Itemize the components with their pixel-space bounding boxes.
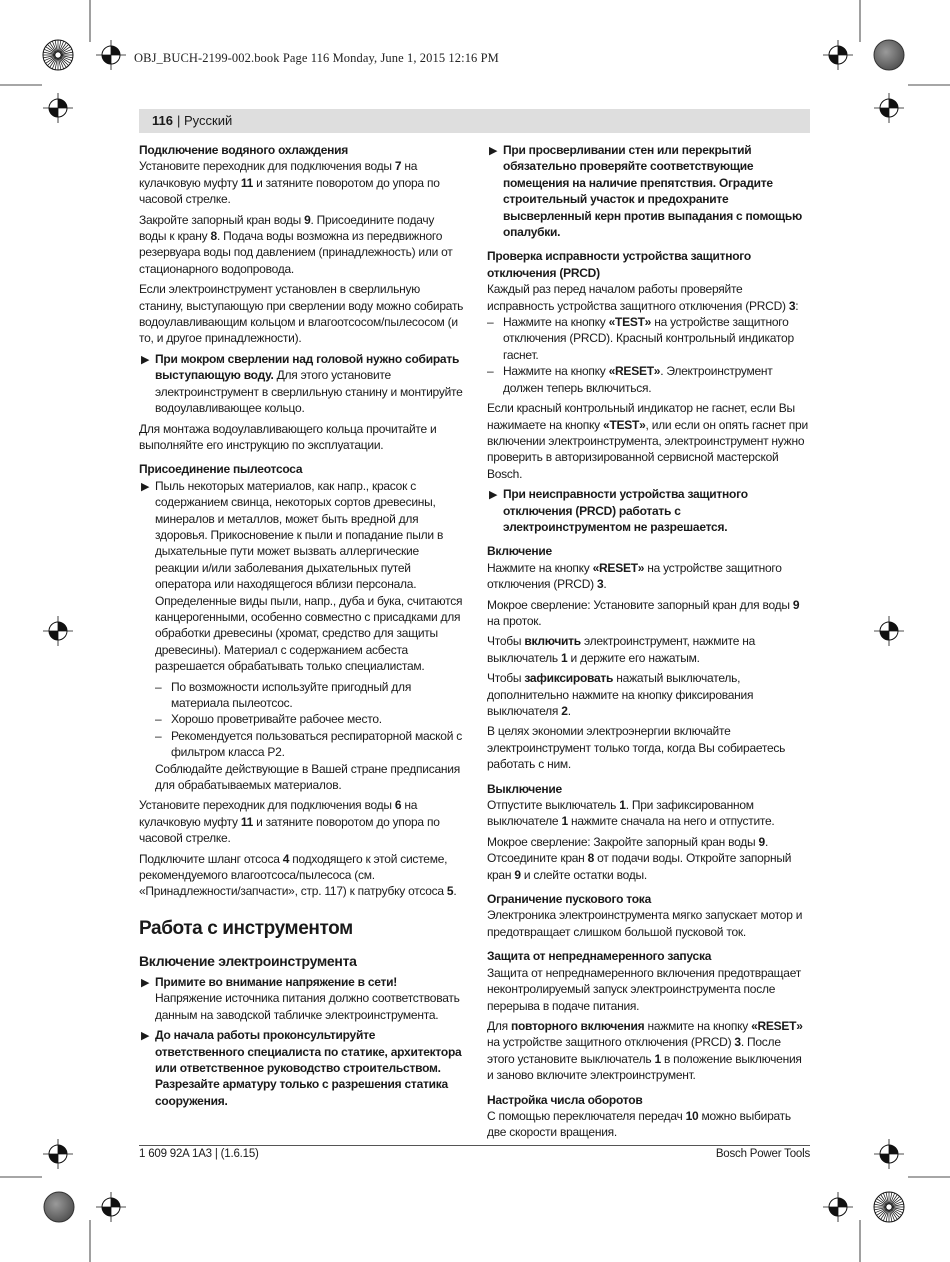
paragraph: Если красный контрольный индикатор не гаснет, если Вы нажимаете на кнопку «TEST», или если он опять гаснет при включении электроинструмента, электроинструмент нужно проверить в авторизированной сервисной мастерской Bosch. bbox=[487, 401, 808, 481]
paragraph: Защита от непреднамеренного включения предотвращает неконтролируемый запуск электроинструмента после перерыва в подаче питания. bbox=[487, 965, 801, 1013]
warning-item: ▶ Примите во внимание напряжение в сети! Напряжение источника питания должно соответствовать данным на заводской табличке электроинструмента. bbox=[141, 974, 460, 1022]
paragraph: Закройте запорный кран воды 9. Присоедините подачу воды к крану 8. Подача воды возможна из передвижного резервуара воды под давлением (принадлежность) или от стационарного водопровода. bbox=[139, 212, 453, 276]
right-column bbox=[487, 142, 810, 1145]
warning-item: ▶ При неисправности устройства защитного отключения (PRCD) работать с электроинструментом не разрешается. bbox=[489, 487, 748, 534]
dash-item: – Нажмите на кнопку «RESET». Электроинструмент должен теперь включиться. bbox=[487, 364, 773, 395]
dash-item: – Хорошо проветривайте рабочее место. bbox=[155, 712, 382, 727]
dash-icon: – bbox=[487, 315, 494, 330]
book-info-line: OBJ_BUCH-2199-002.book Page 116 Monday, June 1, 2015 12:16 PM bbox=[134, 51, 499, 65]
footer-brand: Bosch Power Tools bbox=[715, 1148, 810, 1160]
dash-icon: – bbox=[155, 679, 162, 694]
dash-item: – Рекомендуется пользоваться респираторной маской с фильтром класса Р2. bbox=[155, 728, 462, 760]
heading-switch-on: Включение bbox=[487, 544, 552, 559]
paragraph: Подключите шланг отсоса 4 подходящего к этой системе, рекомендуемого влагоотсоса/пылесоса (см. «Принадлежности/запчасти», стр. 117) к патрубку отсоса 5. bbox=[139, 851, 457, 899]
paragraph: Для повторного включения нажмите на кнопку «RESET» на устройстве защитного отключения (PRCD) 3. После этого установите выключатель 1 в положение выключения и заново включите электроинструмент. bbox=[487, 1018, 803, 1083]
paragraph: Нажмите на кнопку «RESET» на устройстве защитного отключения (PRCD) 3. bbox=[487, 560, 782, 592]
dash-item: – Нажмите на кнопку «TEST» на устройстве защитного отключения (PRCD). Красный контрольный индикатор гаснет. bbox=[487, 315, 794, 362]
paragraph: Для монтажа водоулавливающего кольца прочитайте и выполняйте его инструкцию по эксплуатации. bbox=[139, 421, 437, 452]
paragraph: Мокрое сверление: Закройте запорный кран воды 9. Отсоедините кран 8 от подачи воды. Откройте запорный кран 9 и слейте остатки воды. bbox=[487, 834, 792, 882]
paragraph: Установите переходник для подключения воды 6 на кулачковую муфту 11 и затяните поворотом до упора по часовой стрелке. bbox=[139, 798, 440, 846]
warning-item: ▶ При мокром сверлении над головой нужно собирать выступающую воду. Для этого установите электроинструмент в сверлильную станину и монтируйте водоулавливающее кольцо. bbox=[141, 351, 463, 416]
header-separator: | bbox=[177, 113, 181, 128]
paragraph: Отпустите выключатель 1. При зафиксированном выключателе 1 нажмите сначала на него и отпустите. bbox=[487, 798, 775, 829]
dash-item: – По возможности используйте пригодный для материала пылеотсос. bbox=[155, 679, 412, 710]
warning-triangle-icon: ▶ bbox=[141, 480, 150, 493]
heading-water-cooling: Подключение водяного охлаждения bbox=[139, 143, 349, 157]
footer-document-number: 1 609 92A 1A3 | (1.6.15) bbox=[139, 1148, 259, 1160]
page-header bbox=[139, 109, 810, 133]
dash-icon: – bbox=[155, 712, 162, 727]
left-column bbox=[139, 142, 464, 1113]
heading-starting-current: Ограничение пускового тока bbox=[487, 892, 651, 907]
paragraph: С помощью переключателя передач 10 можно выбирать две скорости вращения. bbox=[487, 1108, 791, 1140]
paragraph: Если электроинструмент установлен в сверлильную станину, выступающую при сверлении воду можно собирать водоулавливающим кольцом и влагоотсосом/пылесосом (и то, и другое принадлежности). bbox=[139, 282, 464, 346]
paragraph: Электроника электроинструмента мягко запускает мотор и предотвращает слишком большой пусковой ток. bbox=[487, 908, 803, 939]
warning-triangle-icon: ▶ bbox=[489, 489, 498, 502]
warning-triangle-icon: ▶ bbox=[141, 353, 150, 366]
paragraph: Мокрое сверление: Установите запорный кран для воды 9 на проток. bbox=[487, 597, 800, 628]
heading-prcd-check: Проверка исправности устройства защитного отключения (PRCD) bbox=[487, 249, 751, 280]
header-language: Русский bbox=[184, 113, 233, 128]
warning-triangle-icon: ▶ bbox=[489, 145, 498, 157]
dash-icon: – bbox=[487, 364, 494, 379]
paragraph: Каждый раз перед началом работы проверяйте исправность устройства защитного отключения (PRCD) 3: bbox=[487, 282, 799, 313]
warning-item: ▶ Пыль некоторых материалов, как напр., красок с содержанием свинца, некоторых сортов древесины, минералов и металлов, может быть вредной для здоровья. Прикосновение к пыли и попадание пыли в дыхательные пути может вызвать аллергические реакции и/или заболевания дыхательных путей оператора или находящегося вблизи персонала. Определенные виды пыли, напр., дуба и бука, считаются канцерогенными, особенно совместно с присадками для обработки древесины (хромат, средство для защиты древесины). Материал с содержанием асбеста разрешается обрабатывать только специалистам. bbox=[141, 478, 463, 674]
warning-triangle-icon: ▶ bbox=[141, 1030, 150, 1043]
section-title: Работа с инструментом bbox=[139, 917, 353, 939]
paragraph: Чтобы включить электроинструмент, нажмите на выключатель 1 и держите его нажатым. bbox=[487, 634, 756, 665]
page-number: 116 bbox=[152, 113, 173, 128]
paragraph: В целях экономии электроэнергии включайте электроинструмент только тогда, когда Вы собираетесь работать с ним. bbox=[487, 724, 786, 772]
heading-dust-extraction: Присоединение пылеотсоса bbox=[139, 462, 303, 477]
warning-item: ▶ При просверливании стен или перекрытий обязательно проверяйте соответствующие помещения на наличие препятствия. Оградите строительный участок и предохраните высверленный керн против выпадания с помощью опалубки. bbox=[489, 143, 803, 240]
paragraph: Соблюдайте действующие в Вашей стране предписания для обрабатываемых материалов. bbox=[155, 761, 460, 793]
paragraph: Чтобы зафиксировать нажатый выключатель, дополнительно нажмите на кнопку фиксирования выключателя 2. bbox=[487, 671, 754, 718]
subsection-title: Включение электроинструмента bbox=[139, 952, 357, 969]
heading-switch-off: Выключение bbox=[487, 781, 562, 796]
warning-triangle-icon: ▶ bbox=[141, 976, 150, 989]
warning-item: ▶ До начала работы проконсультируйте ответственного специалиста по статике, архитектора или ответственное руководство строительством. Разрезайте арматуру только с разрешения статика сооружения. bbox=[141, 1028, 462, 1108]
heading-restart-protection: Защита от непреднамеренного запуска bbox=[487, 949, 712, 964]
paragraph: Установите переходник для подключения воды 7 на кулачковую муфту 11 и затяните поворотом до упора по часовой стрелке. bbox=[139, 159, 440, 207]
dash-icon: – bbox=[155, 728, 162, 743]
footer-rule bbox=[139, 1145, 810, 1146]
heading-speed-setting: Настройка числа оборотов bbox=[487, 1092, 643, 1107]
